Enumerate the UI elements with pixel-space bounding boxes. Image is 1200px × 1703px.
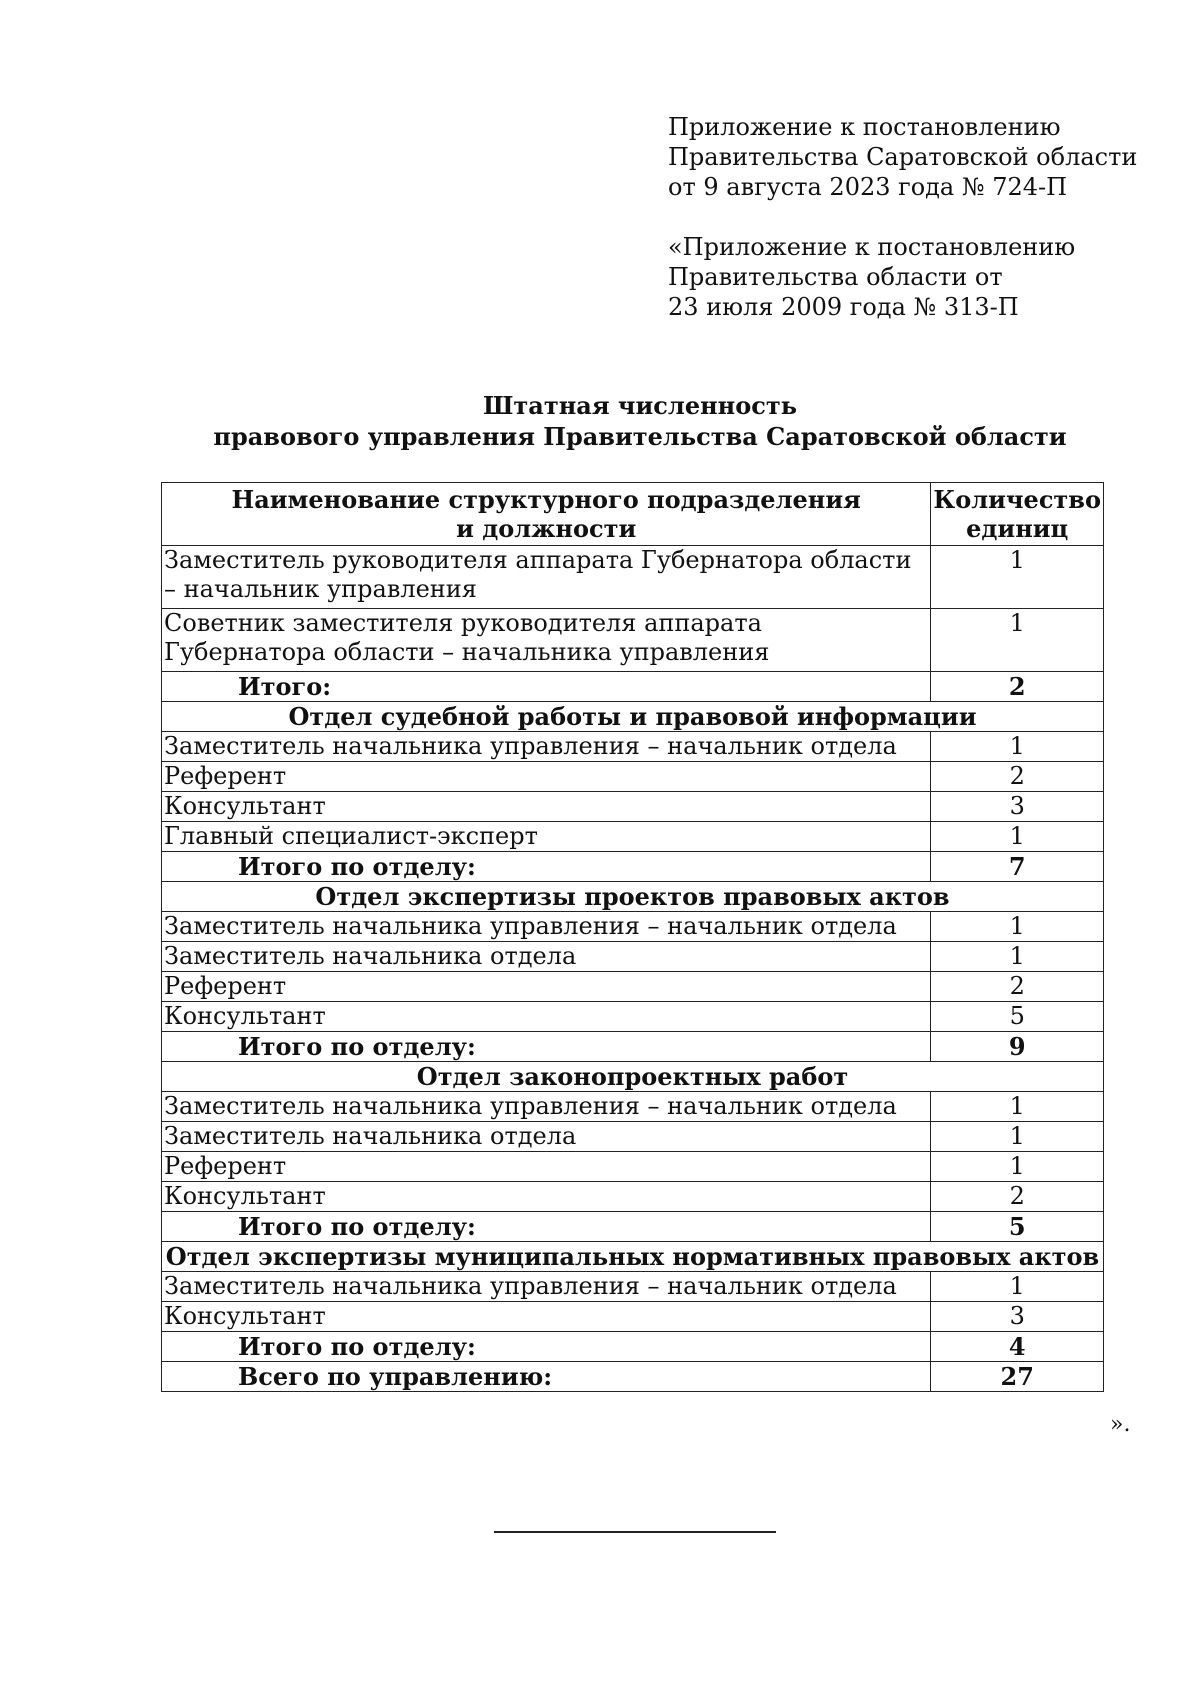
position-name: Консультант	[162, 1182, 931, 1212]
position-name: Заместитель начальника управления – начальник отдела	[162, 1272, 931, 1302]
grand-total-row	[162, 1362, 1104, 1392]
table-header-row	[162, 483, 1104, 546]
grand-total-count: 27	[931, 1362, 1104, 1392]
position-count: 1	[931, 912, 1104, 942]
grand-total-label: Всего по управлению:	[162, 1362, 931, 1392]
title-line-2: правового управления Правительства Саратовской области	[213, 422, 1067, 451]
title-line-1: Штатная численность	[482, 391, 797, 420]
position-count: 2	[931, 1182, 1104, 1212]
total-count: 2	[931, 672, 1104, 702]
total-count: 4	[931, 1332, 1104, 1362]
table-row	[162, 546, 1104, 609]
column-header-text: и должности	[456, 514, 637, 543]
section-title: Отдел экспертизы проектов правовых актов	[162, 882, 1104, 912]
section-title: Отдел экспертизы муниципальных нормативных правовых актов	[162, 1242, 1104, 1272]
position-count: 2	[931, 762, 1104, 792]
section-title: Отдел судебной работы и правовой информации	[162, 702, 1104, 732]
total-row	[162, 1212, 1104, 1242]
staff-table	[161, 482, 1104, 1392]
position-name: Заместитель начальника управления – начальник отдела	[162, 732, 931, 762]
header-line: 23 июля 2009 года № 313-П	[668, 293, 1019, 321]
position-count: 1	[931, 1152, 1104, 1182]
section-header-row	[162, 882, 1104, 912]
position-count: 1	[931, 822, 1104, 852]
position-count: 3	[931, 1302, 1104, 1332]
position-count: 1	[931, 732, 1104, 762]
header-line: Правительства Саратовской области	[668, 143, 1138, 171]
position-count: 5	[931, 1002, 1104, 1032]
position-name: Консультант	[162, 792, 931, 822]
header-line: от 9 августа 2023 года № 724-П	[668, 173, 1068, 201]
table-row	[162, 1152, 1104, 1182]
position-name: Советник заместителя руководителя аппарата Губернатора области – начальника управления	[162, 609, 931, 672]
table-row	[162, 912, 1104, 942]
closing-quote-mark: ».	[1110, 1412, 1131, 1437]
table-row	[162, 1302, 1104, 1332]
table-row	[162, 762, 1104, 792]
table-row	[162, 609, 1104, 672]
total-label: Итого по отделу:	[162, 1332, 931, 1362]
section-title: Отдел законопроектных работ	[162, 1062, 1104, 1092]
position-count: 1	[931, 546, 1104, 609]
total-label: Итого по отделу:	[162, 852, 931, 882]
column-header-text: единиц	[966, 514, 1069, 543]
position-count: 1	[931, 1092, 1104, 1122]
total-label: Итого:	[162, 672, 931, 702]
section-header-row	[162, 1242, 1104, 1272]
table-row	[162, 1182, 1104, 1212]
total-label: Итого по отделу:	[162, 1032, 931, 1062]
position-name: Референт	[162, 762, 931, 792]
column-header-text: Наименование структурного подразделения	[231, 485, 861, 514]
table-row	[162, 792, 1104, 822]
total-count: 9	[931, 1032, 1104, 1062]
total-row	[162, 1332, 1104, 1362]
table-row	[162, 972, 1104, 1002]
position-count: 1	[931, 1122, 1104, 1152]
header-line: «Приложение к постановлению	[668, 233, 1076, 261]
table-row	[162, 1092, 1104, 1122]
position-name: Заместитель начальника управления – начальник отдела	[162, 1092, 931, 1122]
position-name: Главный специалист-эксперт	[162, 822, 931, 852]
bottom-divider	[494, 1531, 776, 1533]
position-name: Референт	[162, 972, 931, 1002]
total-count: 7	[931, 852, 1104, 882]
position-count: 1	[931, 942, 1104, 972]
table-body	[162, 546, 1104, 1392]
table-row	[162, 822, 1104, 852]
table-row	[162, 732, 1104, 762]
position-name: Заместитель начальника управления – начальник отдела	[162, 912, 931, 942]
position-count: 1	[931, 609, 1104, 672]
position-count: 1	[931, 1272, 1104, 1302]
section-header-row	[162, 1062, 1104, 1092]
position-count: 2	[931, 972, 1104, 1002]
document-title	[0, 390, 1200, 452]
position-name: Референт	[162, 1152, 931, 1182]
column-header-count	[931, 483, 1104, 546]
total-row	[162, 672, 1104, 702]
column-header-text: Количество	[933, 485, 1101, 514]
total-row	[162, 852, 1104, 882]
position-name: Заместитель начальника отдела	[162, 942, 931, 972]
position-count: 3	[931, 792, 1104, 822]
table-row	[162, 942, 1104, 972]
position-name: Заместитель руководителя аппарата Губернатора области – начальник управления	[162, 546, 931, 609]
table-row	[162, 1272, 1104, 1302]
appendix-header	[668, 112, 1137, 322]
total-count: 5	[931, 1212, 1104, 1242]
position-name: Консультант	[162, 1302, 931, 1332]
total-row	[162, 1032, 1104, 1062]
total-label: Итого по отделу:	[162, 1212, 931, 1242]
column-header-name	[162, 483, 931, 546]
table-row	[162, 1002, 1104, 1032]
header-line: Правительства области от	[668, 263, 1003, 291]
header-line: Приложение к постановлению	[668, 113, 1061, 141]
table-row	[162, 1122, 1104, 1152]
position-name: Консультант	[162, 1002, 931, 1032]
section-header-row	[162, 702, 1104, 732]
position-name: Заместитель начальника отдела	[162, 1122, 931, 1152]
